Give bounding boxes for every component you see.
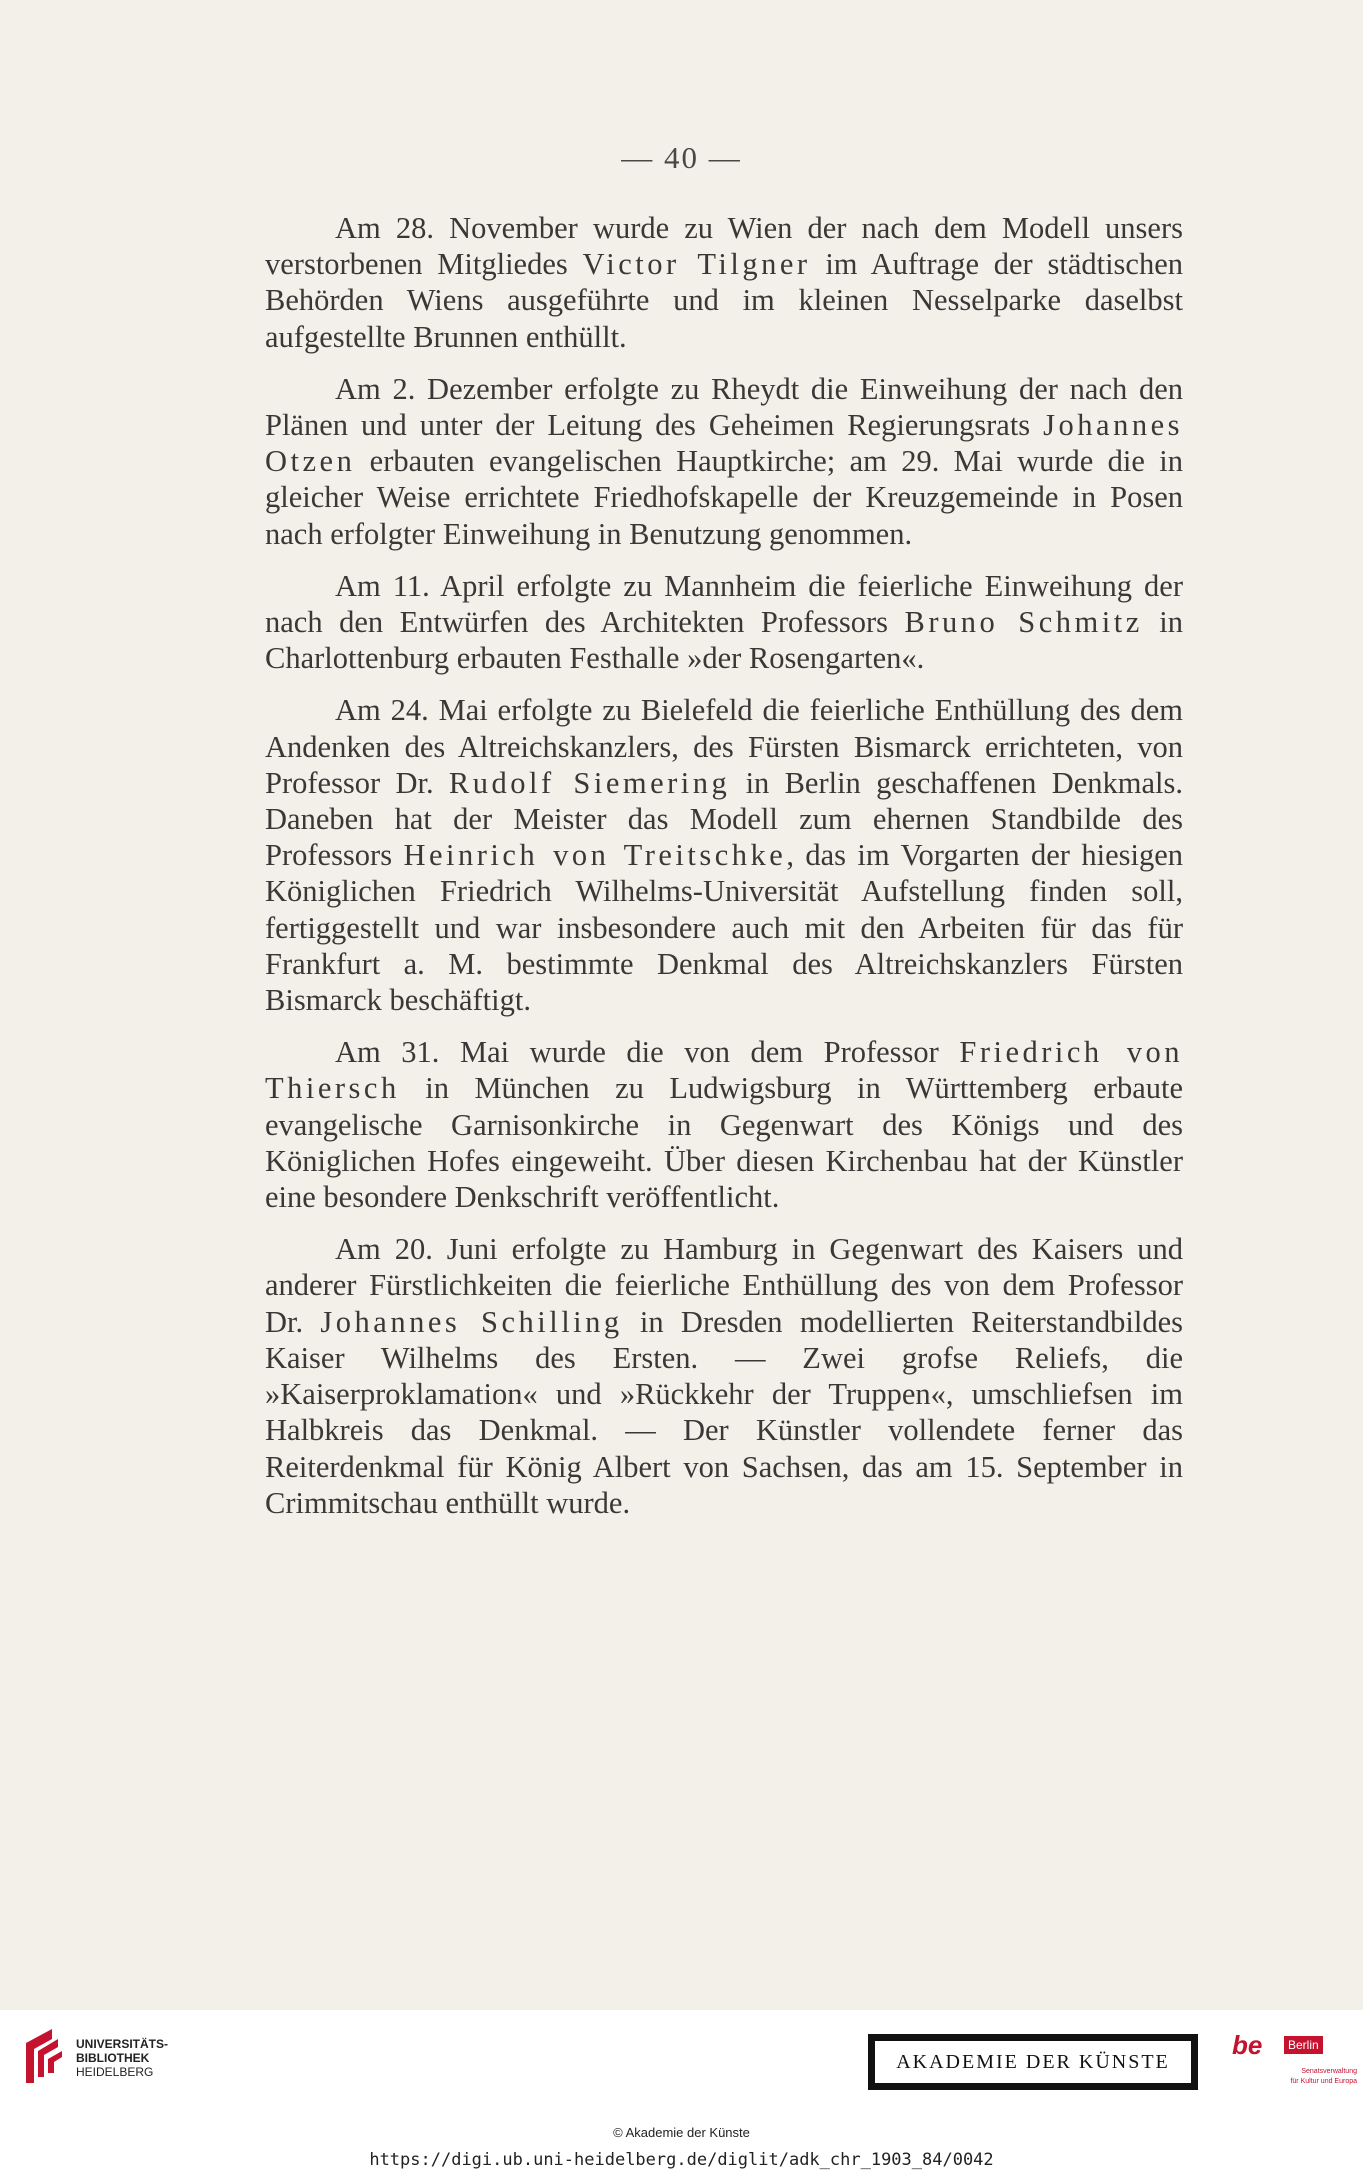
bkm-subtitle: für Kultur und Europa xyxy=(1290,2078,1357,2085)
bkm-subtitle: Senatsverwaltung xyxy=(1301,2068,1357,2075)
spaced-name: Rudolf Siemering xyxy=(448,765,731,800)
spaced-name: Johannes Schilling xyxy=(320,1304,623,1339)
spaced-name: Victor Tilgner xyxy=(582,247,811,282)
spaced-name: Bruno Schmitz xyxy=(904,605,1143,640)
text-run: in München zu Ludwigsburg in Württemberg erbaute evangelische Garnisonkirche in Gegenwart des Königs und des Königlichen Hofes eingeweiht. Über diesen Kirchenbau hat der Künstler eine besondere Denkschrift veröffentlicht. xyxy=(265,1071,1183,1215)
library-line: UNIVERSITÄTS- xyxy=(76,2037,169,2051)
page-number: — 40 — xyxy=(621,140,742,175)
text-run: Am 2. Dezember erfolgte zu Rheydt die Einweihung der nach den Plänen und unter der Leitung des Geheimen Regierungsrats xyxy=(265,371,1183,443)
body-text xyxy=(265,210,1183,1537)
spaced-name: Friedrich von Thiersch xyxy=(265,1035,1183,1106)
paragraph-1 xyxy=(265,210,1183,355)
paragraph-5 xyxy=(265,1034,1183,1215)
text-run: Am 11. April erfolgte zu Mannheim die feierliche Einweihung der nach den Entwürfen des Architekten Professors xyxy=(265,568,1183,640)
copyright-notice: © Akademie der Künste xyxy=(613,2125,750,2140)
text-run: Am 20. Juni erfolgte zu Hamburg in Gegenwart des Kaisers und anderer Fürstlichkeiten die feierliche Enthüllung des von dem Professor Dr. xyxy=(265,1232,1183,1339)
spaced-name: Heinrich von Treitschke xyxy=(403,838,787,873)
text-run: , das im Vorgarten der hiesigen Königlichen Friedrich Wilhelms-Universität Aufstellung finden soll, fertiggestellt und war insbesondere auch mit den Arbeiten für das für Frankfurt a. M. bestimmte Denkmal des Altreichskanzlers Fürsten Bismarck beschäftigt. xyxy=(265,838,1183,1018)
spaced-name: Johannes Otzen xyxy=(265,408,1183,479)
paragraph-2 xyxy=(265,371,1183,552)
paragraph-3 xyxy=(265,568,1183,677)
text-run: Am 24. Mai erfolgte zu Bielefeld die feierliche Enthüllung des dem Andenken des Altreichskanzlers, des Fürsten Bismarck errichteten, von Professor Dr. xyxy=(265,693,1183,800)
senate-culture-logo[interactable] xyxy=(1232,2030,1357,2094)
akademie-logo[interactable] xyxy=(868,2034,1198,2090)
akademie-label: AKADEMIE DER KÜNSTE xyxy=(875,2041,1191,2083)
paragraph-6 xyxy=(265,1231,1183,1521)
library-line: BIBLIOTHEK xyxy=(76,2051,150,2065)
university-library-logo-icon xyxy=(12,2025,64,2087)
text-run: erbauten evangelischen Hauptkirche; am 29. Mai wurde die in gleicher Weise errichtete Friedhofskapelle der Kreuzgemeinde in Posen nach erfolgter Einweihung in Benutzung genommen. xyxy=(265,444,1183,551)
paragraph-4 xyxy=(265,692,1183,1018)
text-run: Am 31. Mai wurde die von dem Professor xyxy=(335,1035,960,1070)
text-run: in Dresden modellierten Reiterstandbildes Kaiser Wilhelms des Ersten. — Zwei grofse Reliefs, die »Kaiserproklamation« und »Rückkehr der Truppen«, umschliefsen im Halbkreis das Denkmal. — Der Künstler vollendete ferner das Reiterdenkmal für König Albert von Sachsen, das am 15. September in Crimmitschau enthüllt wurde. xyxy=(265,1304,1184,1520)
bkm-berlin-badge: Berlin xyxy=(1284,2036,1323,2054)
permalink-url[interactable]: https://digi.ub.uni-heidelberg.de/diglit/adk_chr_1903_84/0042 xyxy=(369,2150,994,2170)
university-library-name[interactable] xyxy=(76,2037,168,2079)
text-run: im Auftrage der städtischen Behörden Wiens ausgeführte und im kleinen Nesselparke daselbst aufgestellte Brunnen enthüllt. xyxy=(265,247,1183,354)
text-run: in Charlottenburg erbauten Festhalle »der Rosengarten«. xyxy=(265,605,1183,676)
text-run: in Berlin geschaffenen Denkmals. Daneben hat der Meister das Modell zum ehernen Standbilde des Professors xyxy=(265,765,1183,873)
library-line: HEIDELBERG xyxy=(76,2065,154,2079)
text-run: Am 28. November wurde zu Wien der nach dem Modell unsers verstorbenen Mitgliedes xyxy=(265,211,1183,282)
bkm-mark: be xyxy=(1232,2030,1263,2060)
